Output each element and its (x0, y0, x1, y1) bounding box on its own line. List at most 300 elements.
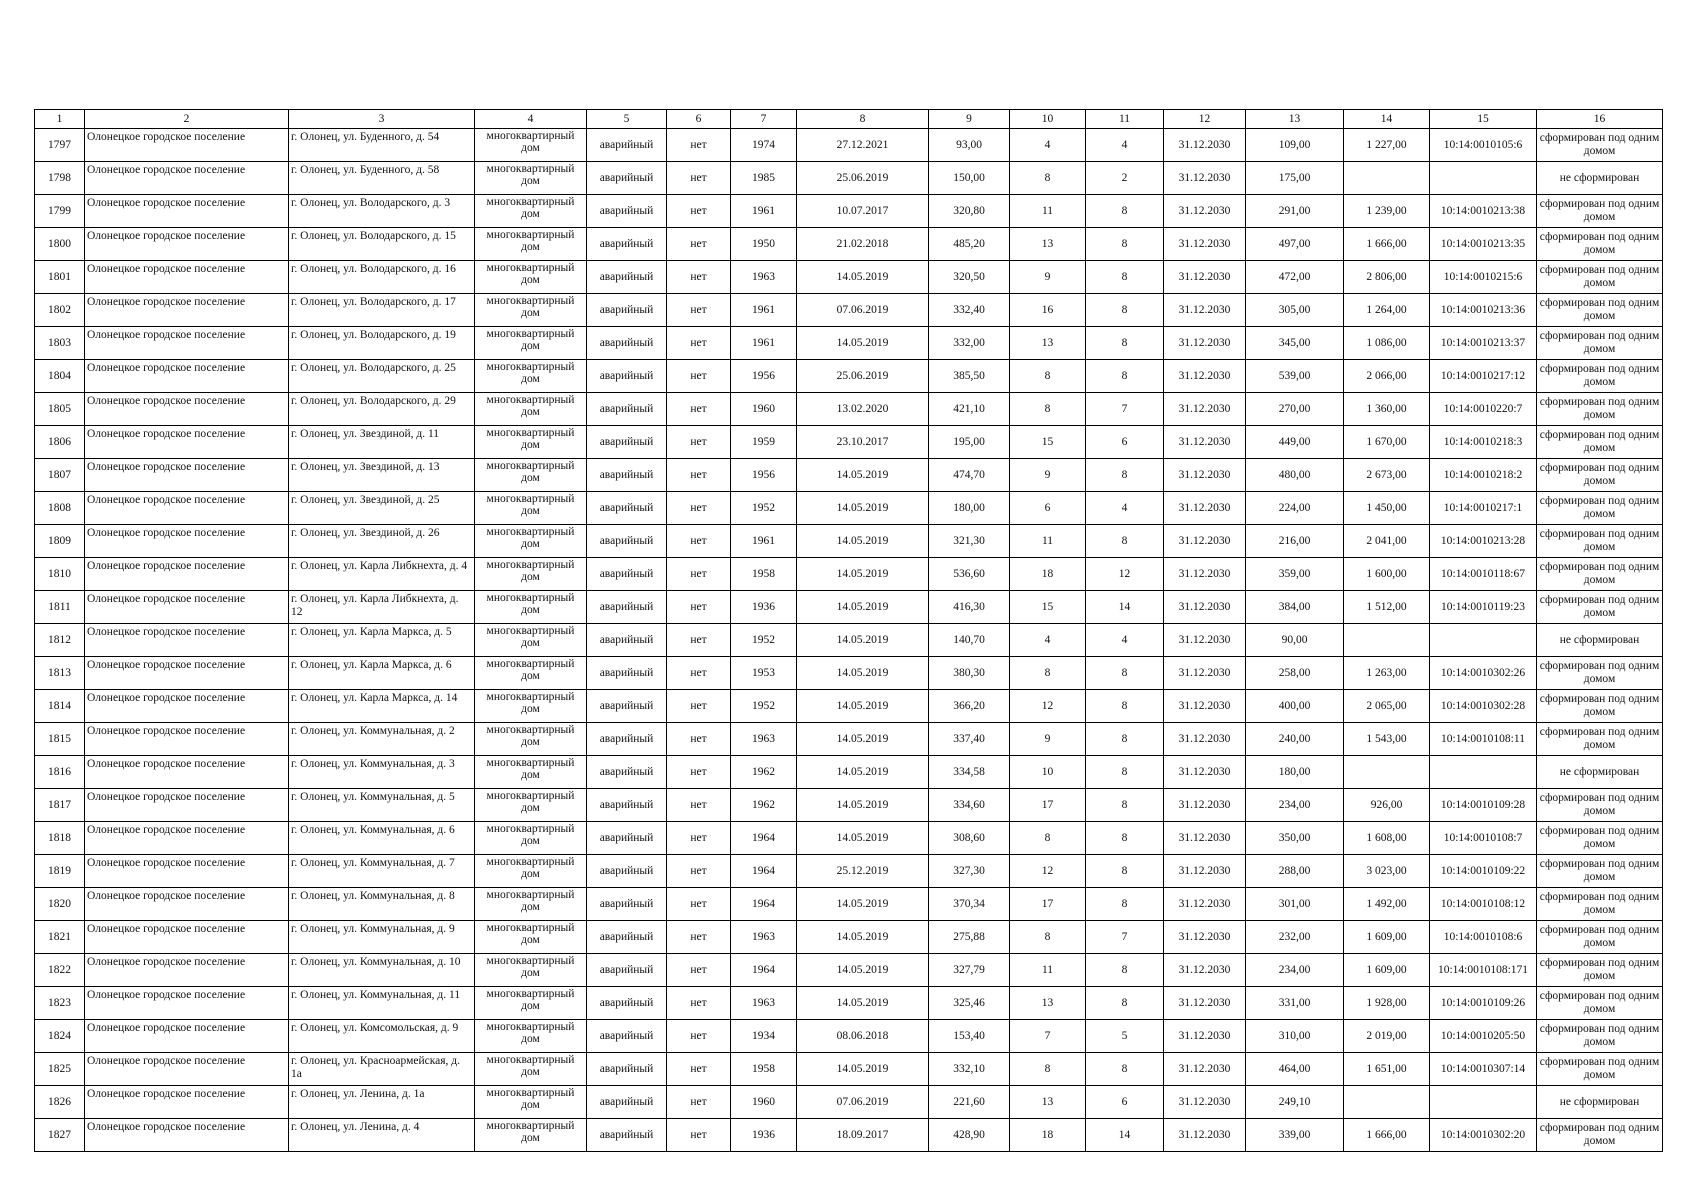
land-status-cell: сформирован под одним домом (1537, 228, 1663, 261)
area-cell: 380,30 (929, 657, 1010, 690)
land-status-cell: сформирован под одним домом (1537, 558, 1663, 591)
address-cell: г. Олонец, ул. Коммунальная, д. 11 (289, 987, 475, 1020)
building-type-cell: многоквартирный дом (475, 756, 587, 789)
residents-cell: 11 (1010, 525, 1086, 558)
building-type-cell: многоквартирный дом (475, 1053, 587, 1086)
value-13-cell: 310,00 (1246, 1020, 1344, 1053)
land-area-cell (1344, 1086, 1430, 1119)
table-row (35, 1086, 1663, 1119)
cadastral-number-cell (1430, 756, 1537, 789)
building-type-cell: многоквартирный дом (475, 195, 587, 228)
settlement-cell: Олонецкое городское поселение (85, 756, 289, 789)
residents-cell: 13 (1010, 1086, 1086, 1119)
table-row (35, 1053, 1663, 1086)
flag-cell: нет (667, 591, 731, 624)
table-row (35, 393, 1663, 426)
year-cell: 1963 (731, 723, 797, 756)
row-number-cell: 1810 (35, 558, 85, 591)
row-number-cell: 1812 (35, 624, 85, 657)
value-13-cell: 331,00 (1246, 987, 1344, 1020)
table-row (35, 129, 1663, 162)
flag-cell: нет (667, 1053, 731, 1086)
cadastral-number-cell: 10:14:0010307:14 (1430, 1053, 1537, 1086)
value-13-cell: 291,00 (1246, 195, 1344, 228)
condition-cell: аварийный (587, 393, 667, 426)
value-13-cell: 234,00 (1246, 954, 1344, 987)
land-area-cell: 1 609,00 (1344, 921, 1430, 954)
land-status-cell: сформирован под одним домом (1537, 426, 1663, 459)
cadastral-number-cell (1430, 162, 1537, 195)
decision-date-cell: 14.05.2019 (797, 987, 929, 1020)
row-number-cell: 1797 (35, 129, 85, 162)
cadastral-number-cell: 10:14:0010213:37 (1430, 327, 1537, 360)
settlement-cell: Олонецкое городское поселение (85, 360, 289, 393)
condition-cell: аварийный (587, 624, 667, 657)
flag-cell: нет (667, 327, 731, 360)
address-cell: г. Олонец, ул. Володарского, д. 19 (289, 327, 475, 360)
settlement-cell: Олонецкое городское поселение (85, 261, 289, 294)
settlement-cell: Олонецкое городское поселение (85, 1119, 289, 1152)
table-row (35, 327, 1663, 360)
address-cell: г. Олонец, ул. Коммунальная, д. 5 (289, 789, 475, 822)
area-cell: 320,80 (929, 195, 1010, 228)
flag-cell: нет (667, 129, 731, 162)
flag-cell: нет (667, 1020, 731, 1053)
settlement-cell: Олонецкое городское поселение (85, 855, 289, 888)
address-cell: г. Олонец, ул. Володарского, д. 25 (289, 360, 475, 393)
area-cell: 536,60 (929, 558, 1010, 591)
address-cell: г. Олонец, ул. Коммунальная, д. 6 (289, 822, 475, 855)
cadastral-number-cell: 10:14:0010108:12 (1430, 888, 1537, 921)
land-status-cell: сформирован под одним домом (1537, 360, 1663, 393)
residents-cell: 17 (1010, 888, 1086, 921)
condition-cell: аварийный (587, 591, 667, 624)
land-area-cell: 2 673,00 (1344, 459, 1430, 492)
area-cell: 195,00 (929, 426, 1010, 459)
value-13-cell: 384,00 (1246, 591, 1344, 624)
year-cell: 1963 (731, 987, 797, 1020)
address-cell: г. Олонец, ул. Коммунальная, д. 10 (289, 954, 475, 987)
address-cell: г. Олонец, ул. Володарского, д. 29 (289, 393, 475, 426)
apartments-cell: 8 (1086, 195, 1164, 228)
address-cell: г. Олонец, ул. Карла Маркса, д. 14 (289, 690, 475, 723)
building-type-cell: многоквартирный дом (475, 294, 587, 327)
settlement-cell: Олонецкое городское поселение (85, 921, 289, 954)
value-13-cell: 497,00 (1246, 228, 1344, 261)
row-number-cell: 1824 (35, 1020, 85, 1053)
year-cell: 1962 (731, 789, 797, 822)
row-number-cell: 1805 (35, 393, 85, 426)
row-number-cell: 1820 (35, 888, 85, 921)
area-cell: 385,50 (929, 360, 1010, 393)
residents-cell: 10 (1010, 756, 1086, 789)
settlement-cell: Олонецкое городское поселение (85, 624, 289, 657)
land-status-cell: не сформирован (1537, 1086, 1663, 1119)
cadastral-number-cell (1430, 624, 1537, 657)
year-cell: 1961 (731, 294, 797, 327)
row-number-cell: 1799 (35, 195, 85, 228)
settlement-cell: Олонецкое городское поселение (85, 657, 289, 690)
apartments-cell: 7 (1086, 921, 1164, 954)
land-status-cell: не сформирован (1537, 162, 1663, 195)
table-row (35, 756, 1663, 789)
land-status-cell: сформирован под одним домом (1537, 987, 1663, 1020)
flag-cell: нет (667, 294, 731, 327)
flag-cell: нет (667, 393, 731, 426)
table-row (35, 525, 1663, 558)
row-number-cell: 1802 (35, 294, 85, 327)
value-13-cell: 301,00 (1246, 888, 1344, 921)
land-area-cell: 926,00 (1344, 789, 1430, 822)
residents-cell: 11 (1010, 954, 1086, 987)
row-number-cell: 1827 (35, 1119, 85, 1152)
settlement-cell: Олонецкое городское поселение (85, 129, 289, 162)
land-area-cell (1344, 624, 1430, 657)
land-status-cell: сформирован под одним домом (1537, 657, 1663, 690)
column-number-header: 3 (289, 110, 475, 129)
area-cell: 334,60 (929, 789, 1010, 822)
value-13-cell: 449,00 (1246, 426, 1344, 459)
address-cell: г. Олонец, ул. Карла Либкнехта, д. 4 (289, 558, 475, 591)
land-area-cell: 1 264,00 (1344, 294, 1430, 327)
cadastral-number-cell: 10:14:0010118:67 (1430, 558, 1537, 591)
residents-cell: 9 (1010, 261, 1086, 294)
settlement-cell: Олонецкое городское поселение (85, 195, 289, 228)
building-type-cell: многоквартирный дом (475, 789, 587, 822)
deadline-cell: 31.12.2030 (1164, 1053, 1246, 1086)
decision-date-cell: 08.06.2018 (797, 1020, 929, 1053)
condition-cell: аварийный (587, 789, 667, 822)
residents-cell: 18 (1010, 1119, 1086, 1152)
column-number-header: 4 (475, 110, 587, 129)
building-type-cell: многоквартирный дом (475, 426, 587, 459)
decision-date-cell: 18.09.2017 (797, 1119, 929, 1152)
address-cell: г. Олонец, ул. Звездиной, д. 11 (289, 426, 475, 459)
apartments-cell: 8 (1086, 657, 1164, 690)
address-cell: г. Олонец, ул. Володарского, д. 16 (289, 261, 475, 294)
table-row (35, 492, 1663, 525)
row-number-cell: 1815 (35, 723, 85, 756)
address-cell: г. Олонец, ул. Володарского, д. 17 (289, 294, 475, 327)
deadline-cell: 31.12.2030 (1164, 987, 1246, 1020)
residents-cell: 7 (1010, 1020, 1086, 1053)
apartments-cell: 4 (1086, 129, 1164, 162)
address-cell: г. Олонец, ул. Володарского, д. 3 (289, 195, 475, 228)
settlement-cell: Олонецкое городское поселение (85, 525, 289, 558)
flag-cell: нет (667, 261, 731, 294)
condition-cell: аварийный (587, 723, 667, 756)
building-type-cell: многоквартирный дом (475, 888, 587, 921)
building-type-cell: многоквартирный дом (475, 921, 587, 954)
area-cell: 140,70 (929, 624, 1010, 657)
table-row (35, 294, 1663, 327)
decision-date-cell: 25.06.2019 (797, 360, 929, 393)
deadline-cell: 31.12.2030 (1164, 426, 1246, 459)
land-area-cell: 1 600,00 (1344, 558, 1430, 591)
deadline-cell: 31.12.2030 (1164, 954, 1246, 987)
decision-date-cell: 27.12.2021 (797, 129, 929, 162)
building-type-cell: многоквартирный дом (475, 657, 587, 690)
column-number-header: 2 (85, 110, 289, 129)
apartments-cell: 8 (1086, 723, 1164, 756)
address-cell: г. Олонец, ул. Звездиной, д. 25 (289, 492, 475, 525)
residents-cell: 8 (1010, 393, 1086, 426)
decision-date-cell: 25.06.2019 (797, 162, 929, 195)
area-cell: 180,00 (929, 492, 1010, 525)
land-status-cell: сформирован под одним домом (1537, 294, 1663, 327)
residents-cell: 6 (1010, 492, 1086, 525)
apartments-cell: 7 (1086, 393, 1164, 426)
flag-cell: нет (667, 228, 731, 261)
address-cell: г. Олонец, ул. Карла Маркса, д. 5 (289, 624, 475, 657)
condition-cell: аварийный (587, 888, 667, 921)
flag-cell: нет (667, 987, 731, 1020)
apartments-cell: 8 (1086, 1053, 1164, 1086)
land-status-cell: сформирован под одним домом (1537, 855, 1663, 888)
column-number-header: 1 (35, 110, 85, 129)
residents-cell: 8 (1010, 921, 1086, 954)
flag-cell: нет (667, 723, 731, 756)
flag-cell: нет (667, 690, 731, 723)
deadline-cell: 31.12.2030 (1164, 195, 1246, 228)
year-cell: 1956 (731, 459, 797, 492)
deadline-cell: 31.12.2030 (1164, 228, 1246, 261)
address-cell: г. Олонец, ул. Звездиной, д. 26 (289, 525, 475, 558)
area-cell: 93,00 (929, 129, 1010, 162)
address-cell: г. Олонец, ул. Карла Либкнехта, д. 12 (289, 591, 475, 624)
column-number-header: 14 (1344, 110, 1430, 129)
decision-date-cell: 07.06.2019 (797, 1086, 929, 1119)
settlement-cell: Олонецкое городское поселение (85, 228, 289, 261)
deadline-cell: 31.12.2030 (1164, 888, 1246, 921)
settlement-cell: Олонецкое городское поселение (85, 789, 289, 822)
row-number-cell: 1813 (35, 657, 85, 690)
flag-cell: нет (667, 1119, 731, 1152)
year-cell: 1963 (731, 921, 797, 954)
land-area-cell: 1 666,00 (1344, 228, 1430, 261)
value-13-cell: 472,00 (1246, 261, 1344, 294)
year-cell: 1974 (731, 129, 797, 162)
cadastral-number-cell: 10:14:0010218:2 (1430, 459, 1537, 492)
area-cell: 327,30 (929, 855, 1010, 888)
decision-date-cell: 14.05.2019 (797, 723, 929, 756)
housing-register-table (34, 109, 1663, 1152)
land-area-cell: 1 608,00 (1344, 822, 1430, 855)
row-number-cell: 1806 (35, 426, 85, 459)
residents-cell: 12 (1010, 690, 1086, 723)
area-cell: 474,70 (929, 459, 1010, 492)
deadline-cell: 31.12.2030 (1164, 360, 1246, 393)
cadastral-number-cell: 10:14:0010213:36 (1430, 294, 1537, 327)
land-status-cell: сформирован под одним домом (1537, 954, 1663, 987)
row-number-cell: 1814 (35, 690, 85, 723)
row-number-cell: 1825 (35, 1053, 85, 1086)
year-cell: 1985 (731, 162, 797, 195)
flag-cell: нет (667, 162, 731, 195)
land-status-cell: сформирован под одним домом (1537, 789, 1663, 822)
deadline-cell: 31.12.2030 (1164, 294, 1246, 327)
building-type-cell: многоквартирный дом (475, 1119, 587, 1152)
row-number-cell: 1823 (35, 987, 85, 1020)
area-cell: 334,58 (929, 756, 1010, 789)
residents-cell: 17 (1010, 789, 1086, 822)
cadastral-number-cell: 10:14:0010215:6 (1430, 261, 1537, 294)
condition-cell: аварийный (587, 657, 667, 690)
area-cell: 366,20 (929, 690, 1010, 723)
apartments-cell: 8 (1086, 261, 1164, 294)
settlement-cell: Олонецкое городское поселение (85, 426, 289, 459)
table-row (35, 1119, 1663, 1152)
decision-date-cell: 14.05.2019 (797, 888, 929, 921)
value-13-cell: 305,00 (1246, 294, 1344, 327)
residents-cell: 9 (1010, 723, 1086, 756)
apartments-cell: 8 (1086, 228, 1164, 261)
apartments-cell: 4 (1086, 624, 1164, 657)
year-cell: 1934 (731, 1020, 797, 1053)
decision-date-cell: 14.05.2019 (797, 624, 929, 657)
residents-cell: 18 (1010, 558, 1086, 591)
apartments-cell: 14 (1086, 591, 1164, 624)
value-13-cell: 539,00 (1246, 360, 1344, 393)
decision-date-cell: 14.05.2019 (797, 789, 929, 822)
column-number-header: 9 (929, 110, 1010, 129)
year-cell: 1964 (731, 822, 797, 855)
building-type-cell: многоквартирный дом (475, 129, 587, 162)
area-cell: 321,30 (929, 525, 1010, 558)
condition-cell: аварийный (587, 129, 667, 162)
cadastral-number-cell: 10:14:0010302:26 (1430, 657, 1537, 690)
year-cell: 1952 (731, 690, 797, 723)
building-type-cell: многоквартирный дом (475, 690, 587, 723)
area-cell: 421,10 (929, 393, 1010, 426)
condition-cell: аварийный (587, 294, 667, 327)
deadline-cell: 31.12.2030 (1164, 327, 1246, 360)
land-status-cell: сформирован под одним домом (1537, 129, 1663, 162)
table-row (35, 954, 1663, 987)
apartments-cell: 6 (1086, 426, 1164, 459)
settlement-cell: Олонецкое городское поселение (85, 723, 289, 756)
area-cell: 337,40 (929, 723, 1010, 756)
apartments-cell: 6 (1086, 1086, 1164, 1119)
apartments-cell: 2 (1086, 162, 1164, 195)
column-number-header: 8 (797, 110, 929, 129)
land-status-cell: сформирован под одним домом (1537, 822, 1663, 855)
building-type-cell: многоквартирный дом (475, 1086, 587, 1119)
table-row (35, 855, 1663, 888)
flag-cell: нет (667, 525, 731, 558)
land-status-cell: сформирован под одним домом (1537, 723, 1663, 756)
table-row (35, 1020, 1663, 1053)
settlement-cell: Олонецкое городское поселение (85, 327, 289, 360)
land-area-cell: 2 041,00 (1344, 525, 1430, 558)
deadline-cell: 31.12.2030 (1164, 261, 1246, 294)
settlement-cell: Олонецкое городское поселение (85, 888, 289, 921)
condition-cell: аварийный (587, 1053, 667, 1086)
residents-cell: 4 (1010, 129, 1086, 162)
address-cell: г. Олонец, ул. Коммунальная, д. 2 (289, 723, 475, 756)
table-row (35, 261, 1663, 294)
table-row (35, 558, 1663, 591)
decision-date-cell: 07.06.2019 (797, 294, 929, 327)
cadastral-number-cell: 10:14:0010105:6 (1430, 129, 1537, 162)
area-cell: 428,90 (929, 1119, 1010, 1152)
land-area-cell: 1 609,00 (1344, 954, 1430, 987)
area-cell: 150,00 (929, 162, 1010, 195)
flag-cell: нет (667, 822, 731, 855)
apartments-cell: 8 (1086, 888, 1164, 921)
year-cell: 1964 (731, 888, 797, 921)
row-number-cell: 1808 (35, 492, 85, 525)
value-13-cell: 480,00 (1246, 459, 1344, 492)
decision-date-cell: 14.05.2019 (797, 690, 929, 723)
condition-cell: аварийный (587, 492, 667, 525)
land-area-cell: 3 023,00 (1344, 855, 1430, 888)
year-cell: 1961 (731, 525, 797, 558)
year-cell: 1952 (731, 624, 797, 657)
column-number-header: 7 (731, 110, 797, 129)
table-row (35, 789, 1663, 822)
residents-cell: 8 (1010, 360, 1086, 393)
land-area-cell: 1 227,00 (1344, 129, 1430, 162)
area-cell: 332,40 (929, 294, 1010, 327)
condition-cell: аварийный (587, 855, 667, 888)
apartments-cell: 4 (1086, 492, 1164, 525)
apartments-cell: 14 (1086, 1119, 1164, 1152)
land-area-cell: 1 492,00 (1344, 888, 1430, 921)
apartments-cell: 8 (1086, 294, 1164, 327)
address-cell: г. Олонец, ул. Коммунальная, д. 7 (289, 855, 475, 888)
year-cell: 1960 (731, 393, 797, 426)
column-number-header: 10 (1010, 110, 1086, 129)
building-type-cell: многоквартирный дом (475, 525, 587, 558)
land-area-cell: 1 360,00 (1344, 393, 1430, 426)
cadastral-number-cell: 10:14:0010109:22 (1430, 855, 1537, 888)
building-type-cell: многоквартирный дом (475, 492, 587, 525)
row-number-cell: 1818 (35, 822, 85, 855)
cadastral-number-cell: 10:14:0010108:11 (1430, 723, 1537, 756)
land-area-cell: 1 543,00 (1344, 723, 1430, 756)
decision-date-cell: 13.02.2020 (797, 393, 929, 426)
deadline-cell: 31.12.2030 (1164, 393, 1246, 426)
cadastral-number-cell: 10:14:0010119:23 (1430, 591, 1537, 624)
condition-cell: аварийный (587, 525, 667, 558)
row-number-cell: 1798 (35, 162, 85, 195)
year-cell: 1958 (731, 558, 797, 591)
land-status-cell: сформирован под одним домом (1537, 1119, 1663, 1152)
apartments-cell: 8 (1086, 690, 1164, 723)
value-13-cell: 109,00 (1246, 129, 1344, 162)
value-13-cell: 232,00 (1246, 921, 1344, 954)
flag-cell: нет (667, 624, 731, 657)
decision-date-cell: 14.05.2019 (797, 459, 929, 492)
decision-date-cell: 14.05.2019 (797, 591, 929, 624)
area-cell: 275,88 (929, 921, 1010, 954)
decision-date-cell: 25.12.2019 (797, 855, 929, 888)
deadline-cell: 31.12.2030 (1164, 822, 1246, 855)
table-row (35, 360, 1663, 393)
cadastral-number-cell: 10:14:0010108:7 (1430, 822, 1537, 855)
value-13-cell: 339,00 (1246, 1119, 1344, 1152)
table-row (35, 624, 1663, 657)
flag-cell: нет (667, 426, 731, 459)
year-cell: 1962 (731, 756, 797, 789)
area-cell: 327,79 (929, 954, 1010, 987)
row-number-cell: 1819 (35, 855, 85, 888)
row-number-cell: 1822 (35, 954, 85, 987)
area-cell: 332,10 (929, 1053, 1010, 1086)
flag-cell: нет (667, 195, 731, 228)
table-row (35, 591, 1663, 624)
